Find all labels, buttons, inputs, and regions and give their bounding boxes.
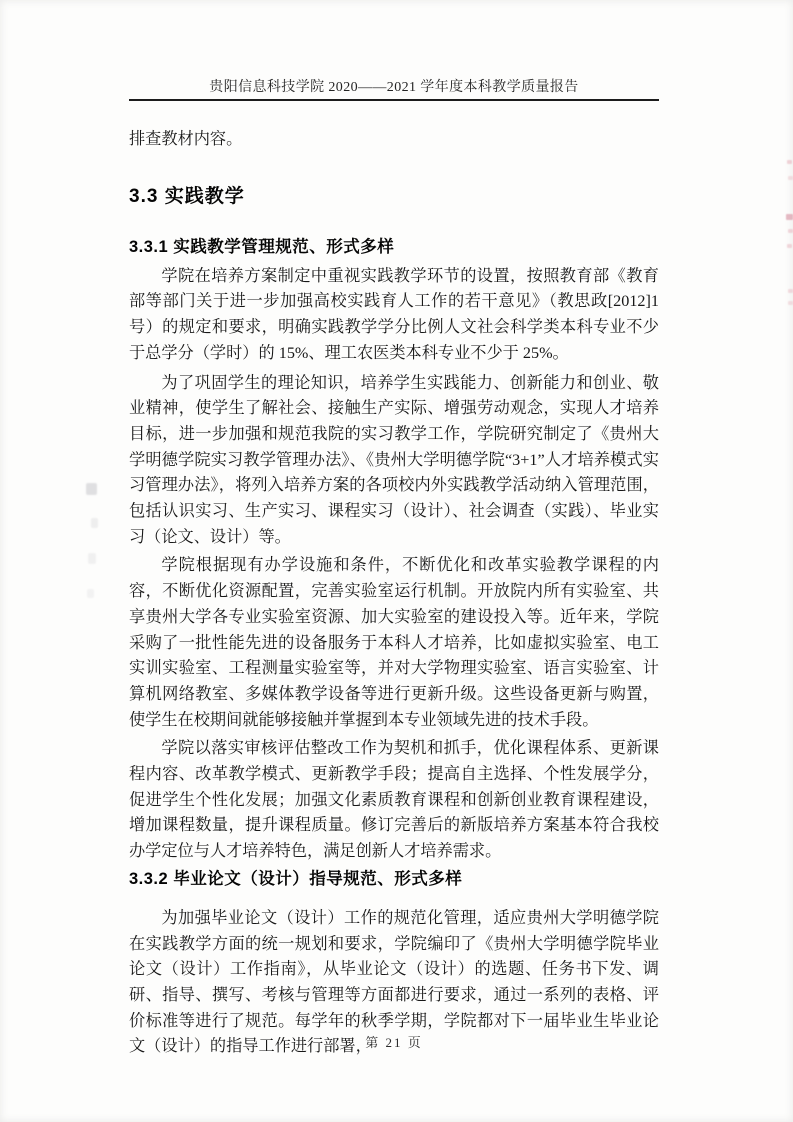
header-rule [129,99,659,101]
section-heading-3-3: 3.3 实践教学 [129,185,245,207]
paragraph: 学院以落实审核评估整改工作为契机和抓手，优化课程体系、更新课程内容、改革教学模式、更新教学手段；提高自主选择、个性发展学分，促进学生个性化发展；加强文化素质教育课程和创新创业教育课程建设，增加课程数量，提升课程质量。修订完善后的新版培养方案基本符合我校办学定位与人才培养特色，满足创新人才培养需求。 [129,739,659,861]
running-header-title: 贵阳信息科技学院 2020——2021 学年度本科教学质量报告 [209,80,579,95]
paragraph: 学院根据现有办学设施和条件，不断优化和改革实验教学课程的内容，不断优化资源配置，完善实验室运行机制。开放院内所有实验室、共享贵州大学各专业实验室资源、加大实验室的建设投入等。近年来，学院采购了一批性能先进的设备服务于本科人才培养，比如虚拟实验室、电工实训实验室、工程测量实验室等，并对大学物理实验室、语言实验室、计算机网络教室、多媒体教学设备等进行更新升级。这些设备更新与购置，使学生在校期间就能够接触并掌握到本专业领域先进的技术手段。 [129,556,659,729]
scan-edge-artifact [788,229,793,233]
paragraph: 学院在培养方案制定中重视实践教学环节的设置，按照教育部《教育部等部门关于进一步加强高校实践育人工作的若干意见》（教思政[2012]1 号）的规定和要求，明确实践教学学分比例人文社会科学类本科专业不少于总学分（学时）的 15%、理工农医类本科专业不少于 25%。 [129,266,659,362]
scan-bleedthrough-mark [88,553,96,564]
continuation-paragraph: 排查教材内容。 [129,130,243,148]
scan-edge-artifact [786,214,793,220]
scan-edge-artifact [787,160,792,164]
scan-bleedthrough-mark [86,483,97,495]
scan-bleedthrough-mark [87,589,94,598]
page-number: 第 21 页 [365,1035,423,1050]
page-footer [129,1032,659,1051]
scan-edge-artifact [788,176,793,180]
page-header [129,78,659,101]
paragraph: 为加强毕业论文（设计）工作的规范化管理，适应贵州大学明德学院在实践教学方面的统一规划和要求，学院编印了《贵州大学明德学院毕业论文（设计）工作指南》，从毕业论文（设计）的选题、任务书下发、调研、指导、撰写、考核与管理等方面都进行要求，通过一系列的表格、评价标准等进行了规范。每学年的秋季学期，学院都对下一届毕业生毕业论文（设计）的指导工作进行部署， [129,908,659,1056]
subsection-heading-3-3-1: 3.3.1 实践教学管理规范、形式多样 [129,237,395,256]
scan-edge-artifact [787,244,792,248]
scan-bleedthrough-mark [91,518,98,528]
scan-edge-artifact [788,301,793,305]
page-content-column [129,0,659,1060]
subsection-heading-3-3-2: 3.3.2 毕业论文（设计）指导规范、形式多样 [129,869,463,888]
scan-edge-artifact [788,289,793,293]
paragraph: 为了巩固学生的理论知识，培养学生实践能力、创新能力和创业、敬业精神，使学生了解社会、接触生产实际、增强劳动观念，实现人才培养目标，进一步加强和规范我院的实习教学工作，学院研究制定了《贵州大学明德学院实习教学管理办法》、《贵州大学明德学院“3+1”人才培养模式实习管理办法》，将列入培养方案的各项校内外实践教学活动纳入管理范围，包括认识实习、生产实习、课程实习（设计）、社会调查（实践）、毕业实习（论文、设计）等。 [129,373,659,546]
